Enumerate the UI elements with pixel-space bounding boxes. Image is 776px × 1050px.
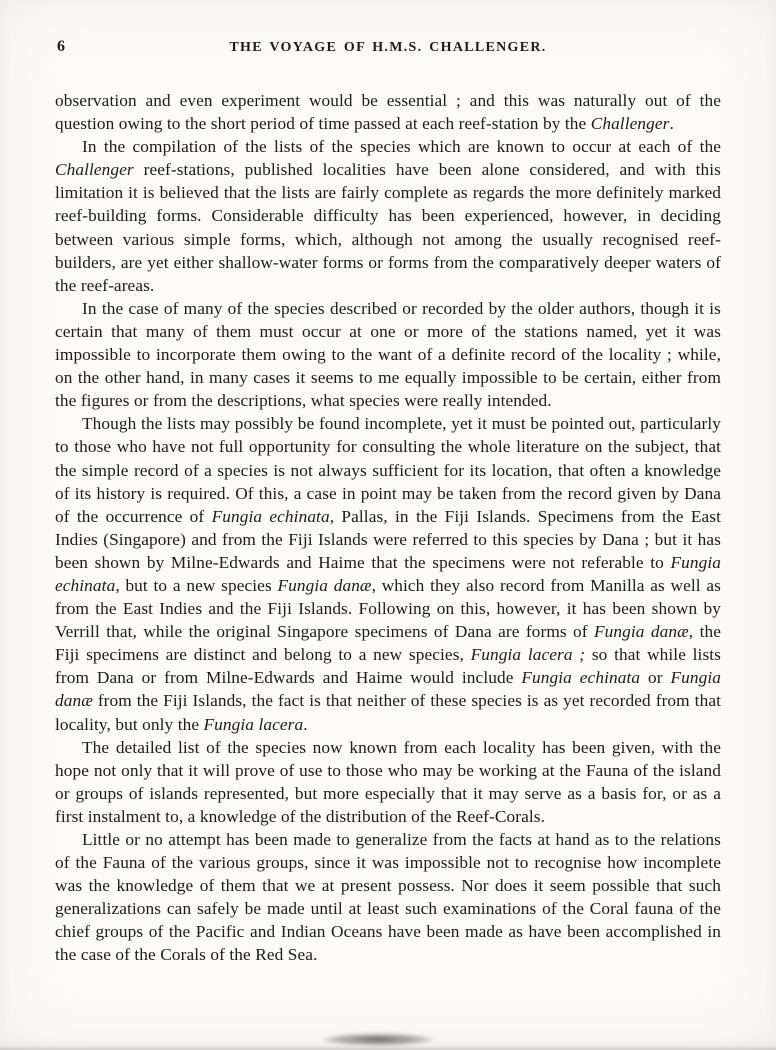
- italic-text-run: Fungia danæ: [277, 575, 372, 595]
- italic-text-run: Fungia lacera: [203, 714, 304, 734]
- text-run: from the Fiji Islands, the fact is that neither of these species is as yet recorded from that locality, but only the: [55, 691, 721, 734]
- italic-text-run: Challenger: [55, 160, 134, 180]
- italic-text-run: Fungia echinata: [55, 552, 721, 595]
- text-run: .: [303, 714, 308, 734]
- text-run: reef-stations, published localities have been alone considered, and with this limitation it is believed that the lists are fairly complete as regards the more definitely marked reef-building forms. Considerable difficulty has been experienced, however, in deciding between various simple forms, which, although not among the usually recognised reef-builders, are yet either shallow-water forms or forms from the comparatively deeper waters of the reef-areas.: [55, 160, 721, 295]
- italic-text-run: Fungia danæ: [594, 622, 689, 642]
- paragraph-generalization: [55, 828, 721, 967]
- text-run: The detailed list of the species now known from each locality has been given, with the hope not only that it will prove of use to those who may be working at the Fauna of the island or groups of islands represented, but more especially that it may serve as a basis for, or as a first instalment to, a knowledge of the distribution of the Reef-Corals.: [55, 737, 721, 826]
- text-run: observation and even experiment would be essential ; and this was naturally out of the question owing to the short period of time passed at each reef-station by the: [55, 91, 721, 134]
- text-run: , but to a new species: [115, 575, 278, 595]
- text-run: In the case of many of the species described or recorded by the older authors, though it is certain that many of them must occur at one or more of the stations named, yet it was impossible to incorporate them owing to the want of a definite record of the locality ; while, on the other hand, in many cases it seems to me equally impossible to be certain, either from the figures or from the descriptions, what species were really intended.: [55, 298, 721, 411]
- text-run: .: [669, 114, 674, 134]
- text-run: , the Fiji specimens are distinct and belong to a new species,: [55, 622, 721, 665]
- paragraph-compilation-of-lists: [55, 135, 721, 297]
- page-header: [0, 0, 776, 62]
- paragraph-continuation: [55, 89, 721, 135]
- italic-text-run: Fungia echinata: [211, 506, 330, 526]
- text-run: , Pallas, in the Fiji Islands. Specimens from the East Indies (Singapore) and from the Fiji Islands were referred to this species by Dana ; but it has been shown by Milne-Edwards and Haime that the specimens were not referable to: [55, 506, 721, 572]
- page-number: 6: [57, 38, 66, 55]
- text-run: or: [640, 668, 671, 688]
- text-run: In the compilation of the lists of the species which are known to occur at each of the: [82, 137, 721, 157]
- paragraph-fungia-case: [55, 412, 721, 735]
- italic-text-run: Challenger: [590, 114, 670, 134]
- page-body: [0, 89, 776, 967]
- paragraph-older-authors: [55, 297, 721, 412]
- paragraph-detailed-list: [55, 736, 721, 828]
- text-run: Though the lists may possibly be found incomplete, yet it must be pointed out, particularly to those who have not full opportunity for consulting the whole literature on the subject, that the simple record of a species is not always sufficient for its location, that often a knowledge of its history is required. Of this, a case in point may be taken from the record given by Dana of the occurrence of: [55, 414, 721, 526]
- running-title: THE VOYAGE OF H.M.S. CHALLENGER.: [229, 40, 547, 55]
- scan-edge-shadow: [0, 1045, 776, 1050]
- italic-text-run: Fungia echinata: [521, 668, 641, 688]
- text-run: , which they also record from Manilla as well as from the East Indies and the Fiji Islands. Following on this, however, it has been shown by Verrill that, while the original Singapore specimens of Dana are forms of: [55, 575, 721, 642]
- text-run: so that while lists from Dana or from Milne-Edwards and Haime would include: [55, 645, 722, 688]
- italic-text-run: Fungia lacera ;: [470, 645, 586, 665]
- italic-text-run: Fungia danæ: [55, 668, 722, 711]
- text-run: Little or no attempt has been made to generalize from the facts at hand as to the relations of the Fauna of the various groups, since it was impossible not to recognise how incomplete was the knowledge of them that we at present possess. Nor does it seem possible that such generalizations can safely be made until at least such examinations of the Coral fauna of the chief groups of the Pacific and Indian Oceans have been made as have been accomplished in the case of the Corals of the Red Sea.: [55, 830, 721, 965]
